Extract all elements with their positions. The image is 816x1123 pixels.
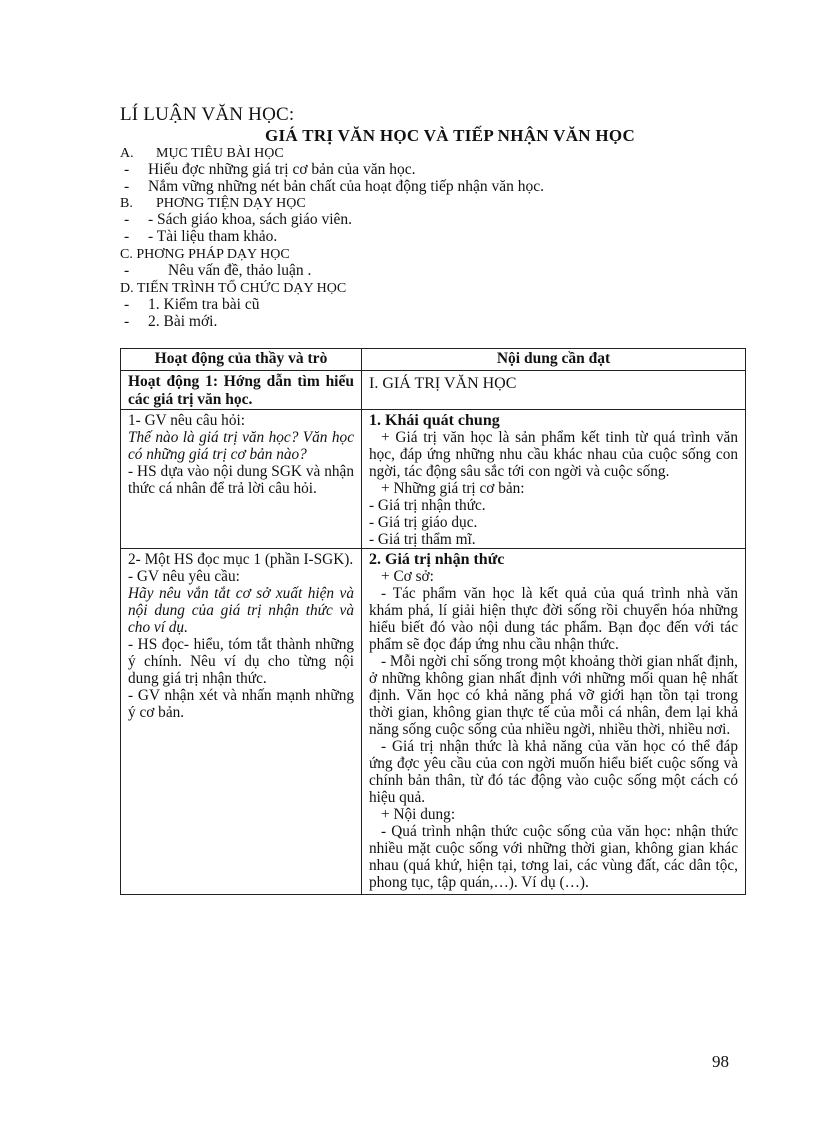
section-label: LÍ LUẬN VĂN HỌC: bbox=[120, 104, 295, 125]
list-item: - Hiểu đợc những giá trị cơ bản của văn học. bbox=[124, 161, 416, 178]
part-heading: I. GIÁ TRỊ VĂN HỌC bbox=[362, 371, 746, 410]
page-number: 98 bbox=[712, 1052, 729, 1071]
column-header-activities: Hoạt động của thầy và trò bbox=[121, 349, 362, 371]
activity-cell: 1- GV nêu câu hỏi: Thế nào là giá trị văn học? Văn học có những giá trị cơ bản nào? - HS dựa vào nội dung SGK và nhận thức cá nhân để trả lời câu hỏi. bbox=[121, 410, 362, 549]
table-row bbox=[121, 549, 746, 895]
methods-heading: C. PHƠNG PHÁP DẠY HỌC bbox=[120, 247, 290, 262]
lesson-header bbox=[120, 104, 760, 330]
table-row bbox=[121, 410, 746, 549]
list-item: - - Tài liệu tham khảo. bbox=[124, 228, 278, 245]
column-header-content: Nội dung cần đạt bbox=[362, 349, 746, 371]
content-cell: 1. Khái quát chung + Giá trị văn học là sản phẩm kết tinh từ quá trình văn học, đáp ứng những nhu cầu khác nhau của cuộc sống con ngời, tác động sâu sắc tới con ngời và cuộc sống. + Những giá trị cơ bản: - Giá trị nhận thức. - Giá trị giáo dục. - Giá trị thẩm mĩ. bbox=[362, 410, 746, 549]
process-heading: D. TIẾN TRÌNH TỔ CHỨC DẠY HỌC bbox=[120, 281, 347, 296]
objectives-heading: A. MỤC TIÊU BÀI HỌC bbox=[120, 146, 284, 161]
materials-heading: B. PHƠNG TIỆN DẠY HỌC bbox=[120, 196, 306, 211]
list-item: - Nắm vững những nét bản chất của hoạt động tiếp nhận văn học. bbox=[124, 178, 545, 195]
table-header-row bbox=[121, 349, 746, 371]
table-row bbox=[121, 371, 746, 410]
subsection-title: 1. Khái quát chung bbox=[369, 412, 500, 429]
activity-heading: Hoạt động 1: Hớng dẫn tìm hiểu các giá trị văn học. bbox=[121, 371, 362, 410]
list-item: - - Sách giáo khoa, sách giáo viên. bbox=[124, 211, 353, 228]
list-item: - 1. Kiểm tra bài cũ bbox=[124, 296, 260, 313]
subsection-title: 2. Giá trị nhận thức bbox=[369, 551, 505, 568]
lesson-table bbox=[120, 348, 746, 895]
list-item: - 2. Bài mới. bbox=[124, 313, 218, 330]
document-title: GIÁ TRỊ VĂN HỌC VÀ TIẾP NHẬN VĂN HỌC bbox=[264, 126, 636, 145]
activity-cell: 2- Một HS đọc mục 1 (phần I-SGK). - GV nêu yêu cầu: Hãy nêu vắn tắt cơ sở xuất hiện và nội dung của giá trị nhận thức và cho ví dụ. - HS đọc- hiểu, tóm tắt thành những ý chính. Nêu ví dụ cho từng nội dung giá trị nhận thức. - GV nhận xét và nhấn mạnh những ý cơ bản. bbox=[121, 549, 362, 895]
content-cell: 2. Giá trị nhận thức + Cơ sở: - Tác phẩm văn học là kết quả của quá trình nhà văn khám phá, lí giải hiện thực đời sống rồi chuyển hóa những hiểu biết đó vào nội dung tác phẩm. Bạn đọc đến với tác phẩm sẽ đọc đáp ứng nhu cầu nhận thức. - Mỗi ngời chỉ sống trong một khoảng thời gian nhất định, ở những không gian nhất định với những mối quan hệ nhất định. Văn học có khả năng phá vỡ giới hạn tồn tại trong thời gian, không gian thực tế của mỗi cá nhân, đem lại khả năng sống cuộc sống của nhiều ngời, nhiều thời, nhiều nơi. - Giá trị nhận thức là khả năng của văn học có thể đáp ứng đợc yêu cầu của con ngời muốn hiểu biết cuộc sống và chính bản thân, từ đó tác động vào cuộc sống một cách có hiệu quả. + Nội dung: - Quá trình nhận thức cuộc sống của văn học: nhận thức nhiều mặt cuộc sống với những thời gian, không gian khác nhau (quá khứ, hiện tại, tơng lai, các vùng đất, các dân tộc, phong tục, tập quán,…). Ví dụ (…). bbox=[362, 549, 746, 895]
list-item: - Nêu vấn đề, thảo luận . bbox=[124, 262, 312, 279]
